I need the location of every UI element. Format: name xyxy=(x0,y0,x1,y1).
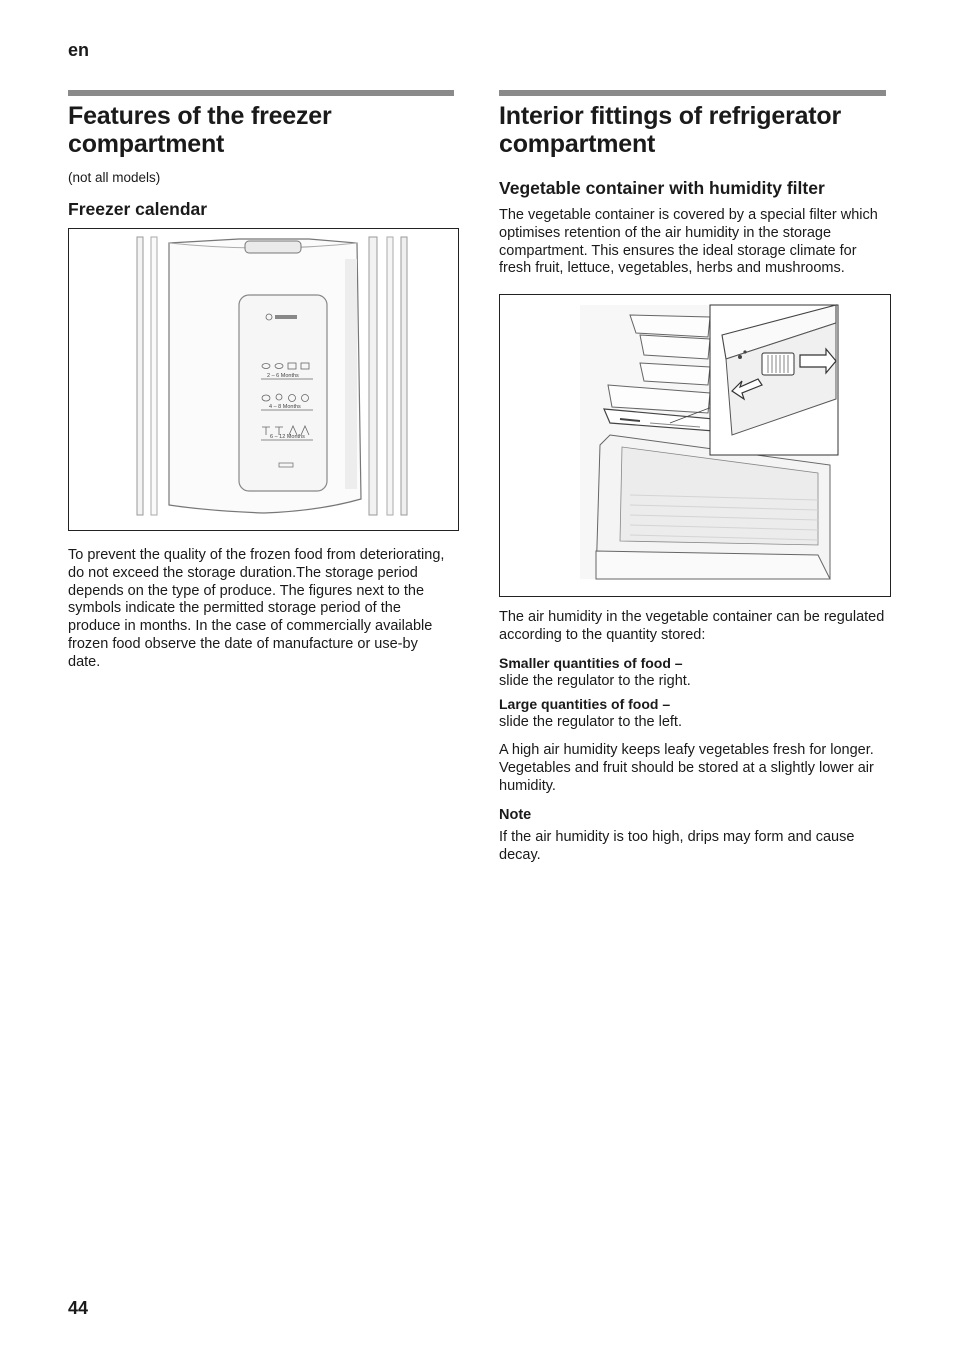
language-tag: en xyxy=(68,40,90,60)
note-text: If the air humidity is too high, drips may form and cause decay. xyxy=(499,829,855,864)
calendar-row2-label: 4 – 8 Months xyxy=(269,404,301,410)
freezer-calendar-body: To prevent the quality of the frozen food from deteriorating, do not exceed the storage duration.The storage period depends on the type of produce. The figures next to the symbols indicate the permitted storage period of the produce in months. In the case of commercially available frozen food observe the date of manufacture or use-by date. xyxy=(68,547,445,670)
page-number: 44 xyxy=(68,1298,89,1318)
freezer-calendar-figure xyxy=(68,228,459,531)
calendar-row1-label: 2 – 6 Months xyxy=(267,373,299,379)
section-rule xyxy=(499,90,886,96)
large-quantities-text: slide the regulator to the left. xyxy=(499,714,682,731)
smaller-quantities-item xyxy=(499,655,886,691)
vegetable-container-intro: The vegetable container is covered by a special filter which optimises retention of the air humidity in the storage compartment. This ensures the ideal storage climate for fresh fruit, lettuce, vegetables, herbs and mushrooms. xyxy=(499,207,878,277)
freezer-features-title: Features of the freezer compartment xyxy=(68,102,332,158)
humidity-regulation-text: The air humidity in the vegetable container can be regulated according to the quantity stored: xyxy=(499,609,885,643)
smaller-quantities-text: slide the regulator to the right. xyxy=(499,672,691,689)
humidity-filter-illustration xyxy=(500,295,890,596)
leafy-vegetables-text: A high air humidity keeps leafy vegetables fresh for longer. Vegetables and fruit should be stored at a slightly lower air humidity. xyxy=(499,741,874,794)
large-quantities-label: Large quantities of food – xyxy=(499,696,671,713)
freezer-door-illustration xyxy=(69,229,458,530)
freezer-calendar-heading: Freezer calendar xyxy=(68,199,208,219)
left-column xyxy=(68,90,454,682)
note-label: Note xyxy=(499,807,532,824)
section-rule xyxy=(68,90,454,96)
calendar-row3-label: 6 – 12 Months xyxy=(270,434,305,440)
right-column xyxy=(499,90,886,875)
interior-fittings-title: Interior fittings of refrigerator compartment xyxy=(499,102,842,158)
smaller-quantities-label: Smaller quantities of food – xyxy=(499,654,683,671)
not-all-models-note: (not all models) xyxy=(68,170,161,185)
large-quantities-item xyxy=(499,696,886,732)
vegetable-container-figure xyxy=(499,294,891,597)
vegetable-container-heading: Vegetable container with humidity filter xyxy=(499,178,825,198)
